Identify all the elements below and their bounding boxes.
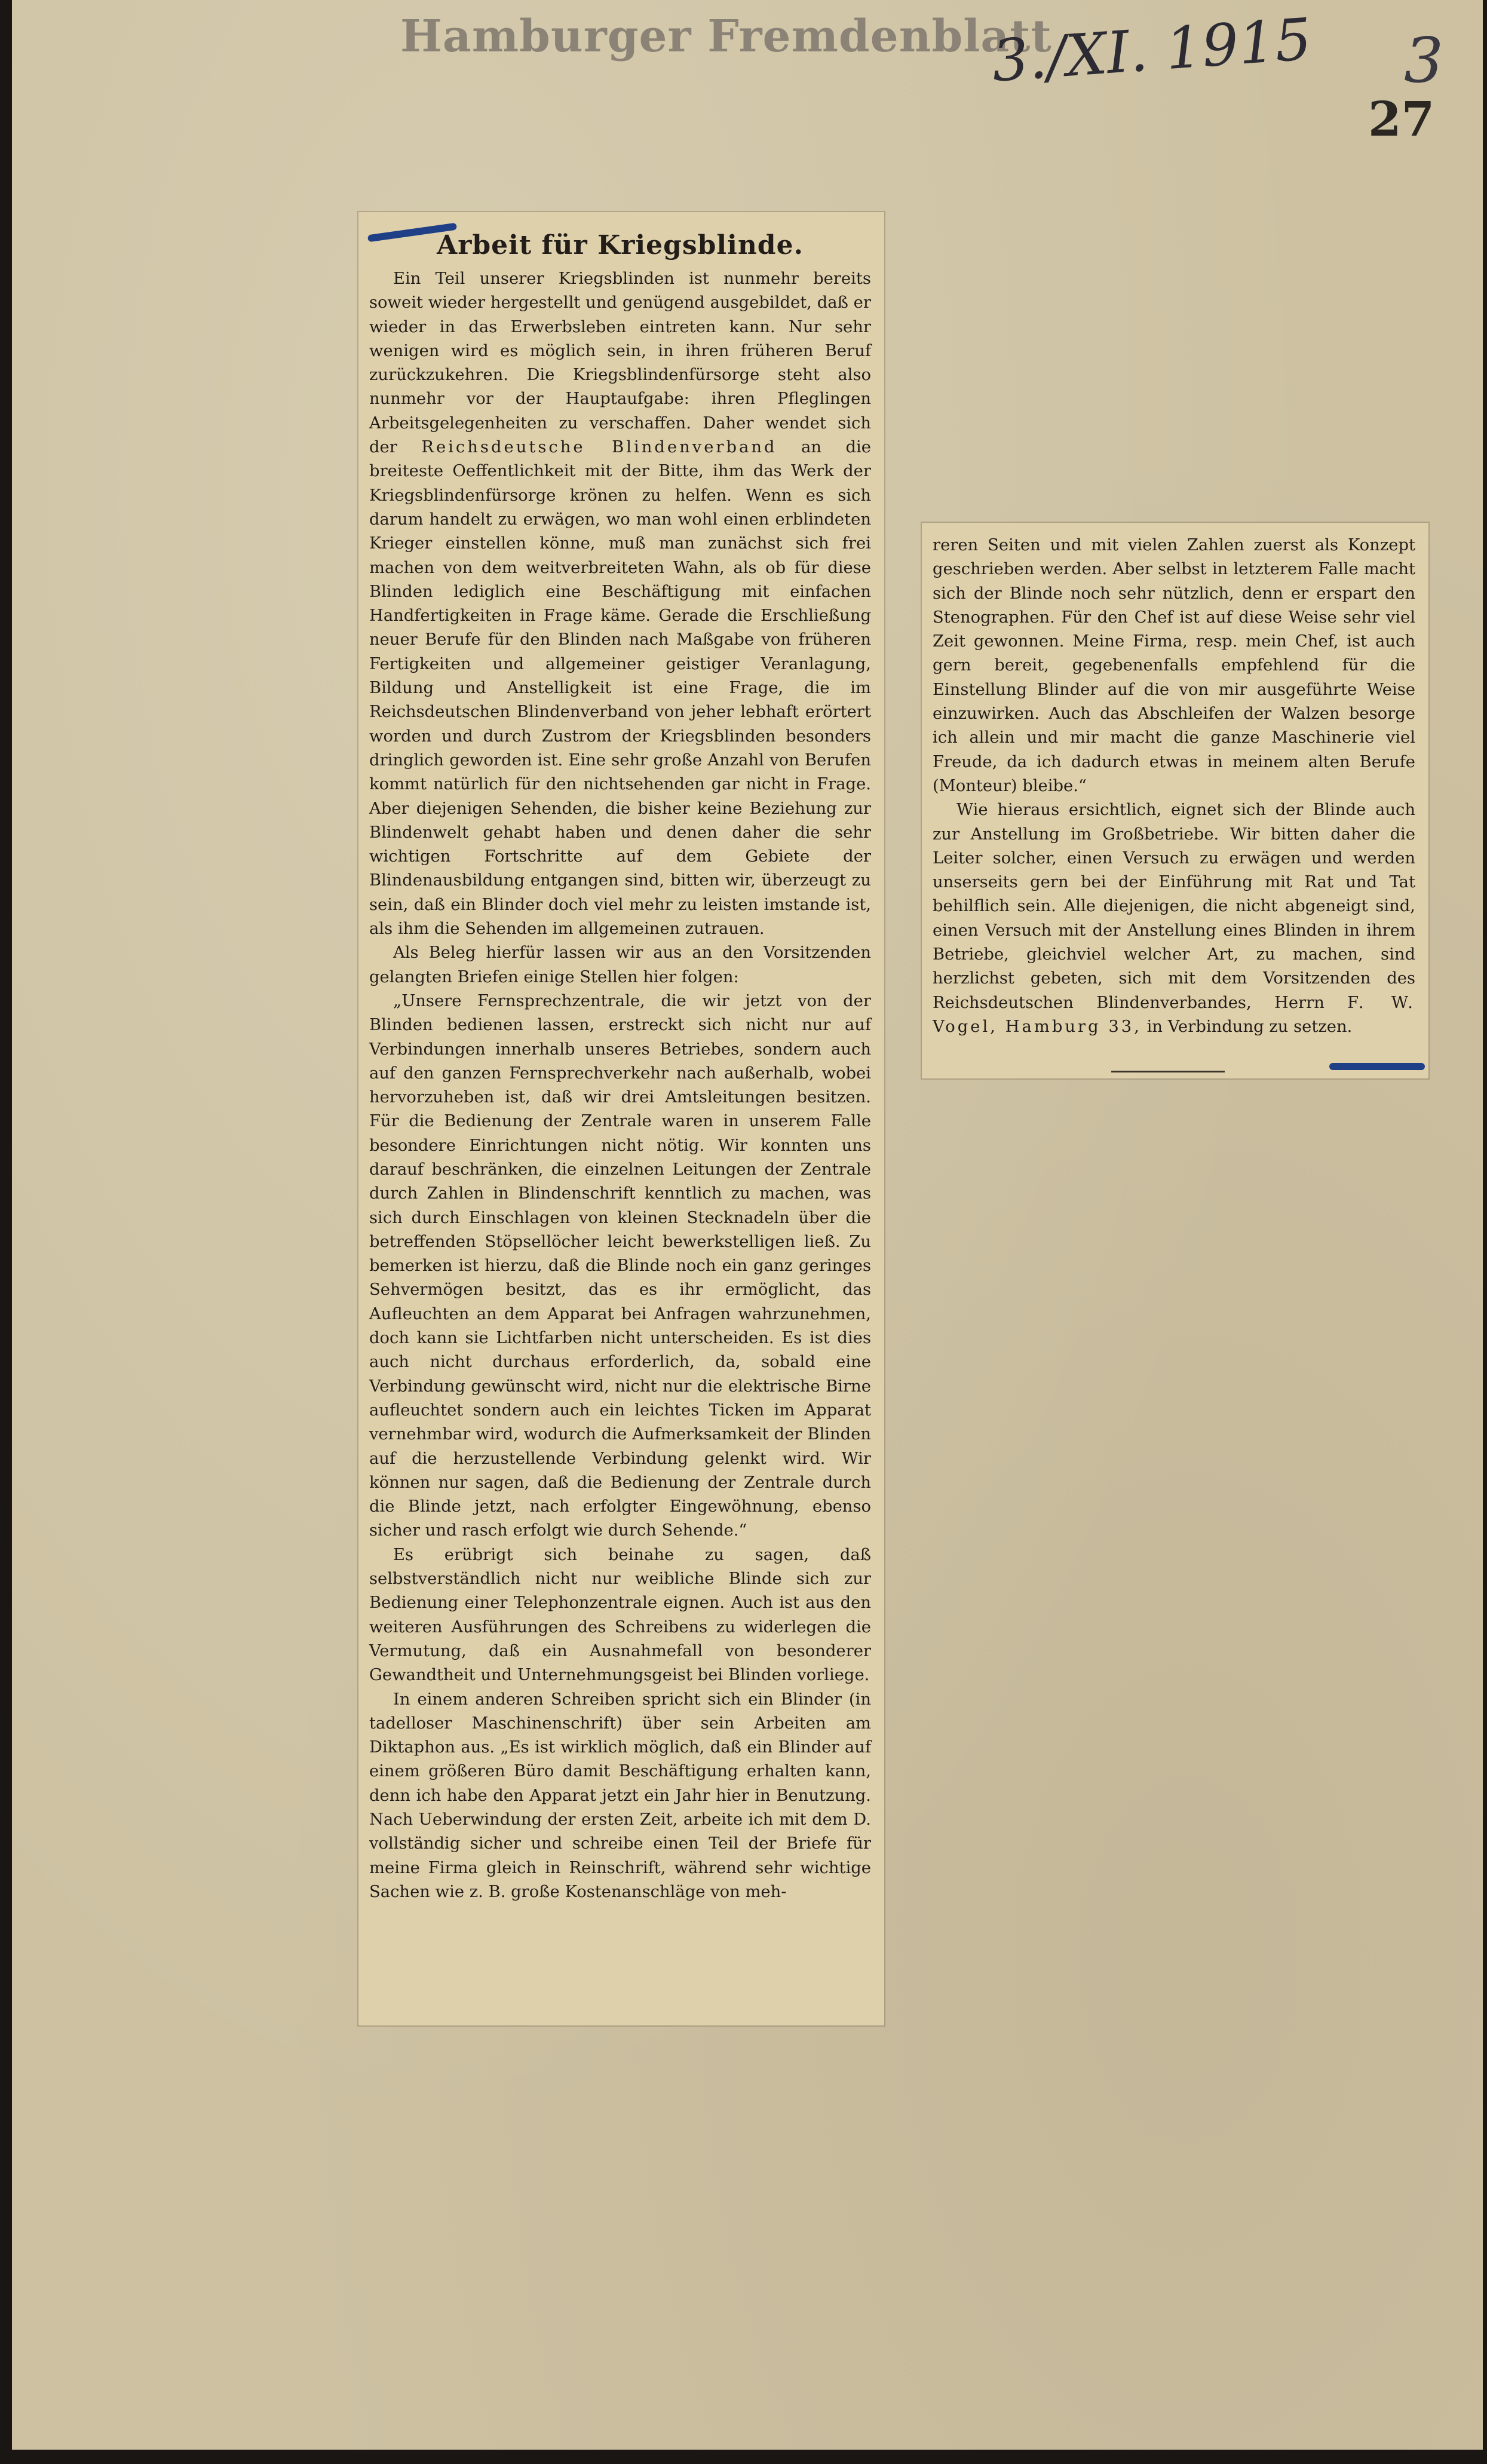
contact-name-address: F. W. Vogel, Hamburg 33, <box>933 993 1415 1036</box>
paragraph-5: In einem anderen Schreiben spricht sich ein Blinder (in tadelloser Maschinenschrift) über sein Arbeiten am Diktaphon aus. „Es ist wirklich möglich, daß ein Blinder auf einem größeren Büro damit Beschäftigung erhalten kann, denn ich habe den Apparat jetzt ein Jahr hier in Benutzung. Nach Ueberwindung der ersten Zeit, arbeite ich mit dem D. vollständig sicher und schreibe einen Teil der Briefe für meine Firma gleich in Reinschrift, während sehr wichtige Sachen wie z. B. große Kostenanschläge von meh- <box>369 1690 871 1901</box>
article-column-1 <box>369 224 871 1904</box>
article-column-2 <box>933 534 1415 1039</box>
paragraph-1-text: Ein Teil unserer Kriegsblinden ist nunmehr bereits soweit wieder hergestellt und genügend ausgebildet, daß er wieder in das Erwerbsleben eintreten kann. Nur sehr wenigen wird es möglich sein, in ihren früheren Beruf zurückzukehren. Die Kriegsblindenfürsorge steht also nunmehr vor der Hauptaufgabe: ihren Pfleglingen Arbeitsgelegenheiten zu verschaffen. Daher wendet sich der <box>369 269 871 457</box>
article-clipping-left <box>358 212 884 2025</box>
paragraph-1-rest: an die breiteste Oeffentlichkeit mit der Bitte, ihm das Werk der Kriegsblindenfürsorge krönen zu helfen. Wenn es sich darum handelt zu erwägen, wo man wohl einen erblindeten Krieger einstellen könne, muß man zunächst sich frei machen von dem weitverbreiteten Wahn, als ob für diese Blinden lediglich eine Beschäftigung mit einfachen Handfertigkeiten in Frage käme. Gerade die Erschließung neuer Berufe für den Blinden nach Maßgabe von früheren Fertigkeiten und allgemeiner geistiger Veranlagung, Bildung und Anstelligkeit ist eine Frage, die im Reichsdeutschen Blindenverband von jeher lebhaft erörtert worden und durch Zustrom der Kriegsblinden besonders dringlich geworden ist. Eine sehr große Anzahl von Berufen kommt natürlich für den nichtsehenden gar nicht in Frage. Aber diejenigen Sehenden, die bisher keine Beziehung zur Blindenwelt gehabt haben und denen daher die sehr wichtigen Fortschritte auf dem Gebiete der Blindenausbildung entgangen sind, bitten wir, überzeugt zu sein, daß ein Blinder doch viel mehr zu leisten imstande ist, als ihm die Sehenden im allgemeinen zutrauen. <box>369 438 871 939</box>
paragraph-4: Es erübrigt sich beinahe zu sagen, daß selbstverständlich nicht nur weibliche Blinde sich zur Bedienung einer Telephonzentrale eignen. Auch ist aus den weiteren Ausführungen des Schreibens zu widerlegen die Vermutung, daß ein Ausnahmefall von besonderer Gewandtheit und Unternehmungsgeist bei Blinden vorliege. <box>369 1545 871 1685</box>
paragraph-7-text: Wie hieraus ersichtlich, eignet sich der Blinde auch zur Anstellung im Großbetriebe. Wir bitten daher die Leiter solcher, einen Versuch zu erwägen und werden unserseits gern bei der Einführung mit Rat und Tat behilflich sein. Alle diejenigen, die nicht abgeneigt sind, einen Versuch mit der Anstellung eines Blinden in ihrem Betriebe, gleichviel welcher Art, zu machen, sind herzlichst gebeten, sich mit dem Vorsitzenden des Reichsdeutschen Blindenverbandes, Herrn <box>933 801 1415 1012</box>
paragraph-7 <box>933 798 1415 1039</box>
paragraph-3-quote: „Unsere Fernsprechzentrale, die wir jetzt von der Blinden bedienen lassen, erstreckt sich nicht nur auf Verbindungen innerhalb unseres Betriebes, sondern auch auf den ganzen Fernsprechverkehr nach außerhalb, wobei hervorzuheben ist, daß wir drei Amtsleitungen besitzen. Für die Bedienung der Zentrale waren in unserem Falle besondere Einrichtungen nicht nötig. Wir konnten uns darauf beschränken, die einzelnen Leitungen der Zentrale durch Zahlen in Blindenschrift kenntlich zu machen, was sich durch Einschlagen von kleinen Stecknadeln über die betreffenden Stöpsellöcher leicht bewerkstelligen ließ. Zu bemerken ist hierzu, daß die Blinde noch ein ganz geringes Sehvermögen besitzt, das es ihr ermöglicht, das Aufleuchten an dem Apparat bei Anfragen wahrzunehmen, doch kann sie Lichtfarben nicht unterscheiden. Es ist dies auch nicht durchaus erforderlich, da, sobald eine Verbindung gewünscht wird, nicht nur die elektrische Birne aufleuchtet sondern auch ein leichtes Ticken im Apparat vernehmbar wird, wodurch die Aufmerksamkeit der Blinden auf die herzustellende Verbindung gelenkt wird. Wir können nur sagen, daß die Bedienung der Zentrale durch die Blinde jetzt, nach erfolgter Eingewöhnung, ebenso sicher und rasch erfolgt wie durch Sehende.“ <box>369 991 871 1540</box>
organization-name: Reichsdeutsche Blindenverband <box>421 438 777 457</box>
article-clipping-right <box>922 523 1428 1078</box>
handwritten-date: 3./XI. 1915 <box>989 5 1314 95</box>
paragraph-2: Als Beleg hierfür lassen wir aus an den Vorsitzenden gelangten Briefen einige Stellen hier folgen: <box>369 943 871 986</box>
article-end-rule <box>1111 1071 1225 1072</box>
newspaper-masthead: Hamburger Fremdenblatt <box>400 11 1052 62</box>
handwritten-number: 3 <box>1404 24 1444 97</box>
page-number: 27 <box>1368 91 1435 147</box>
paragraph-6-continued: reren Seiten und mit vielen Zahlen zuerst als Konzept geschrieben werden. Aber selbst in letzterem Falle macht sich der Blinde noch sehr nützlich, denn er erspart den Stenographen. Für den Chef ist auf diese Weise sehr viel Zeit gewonnen. Meine Firma, resp. mein Chef, ist auch gern bereit, gegebenenfalls empfehlend für die Einstellung Blinder auf die von mir ausgeführte Weise einzuwirken. Auch das Abschleifen der Walzen besorge ich allein und mir macht die ganze Maschinerie viel Freude, da ich dadurch etwas in meinem alten Berufe (Monteur) bleibe.“ <box>933 536 1415 795</box>
blue-pencil-mark-end <box>1329 1063 1425 1070</box>
paragraph-7-rest: in Verbindung zu setzen. <box>1146 1017 1353 1036</box>
article-headline: Arbeit für Kriegsblinde. <box>437 230 804 261</box>
paragraph-1 <box>369 267 871 941</box>
